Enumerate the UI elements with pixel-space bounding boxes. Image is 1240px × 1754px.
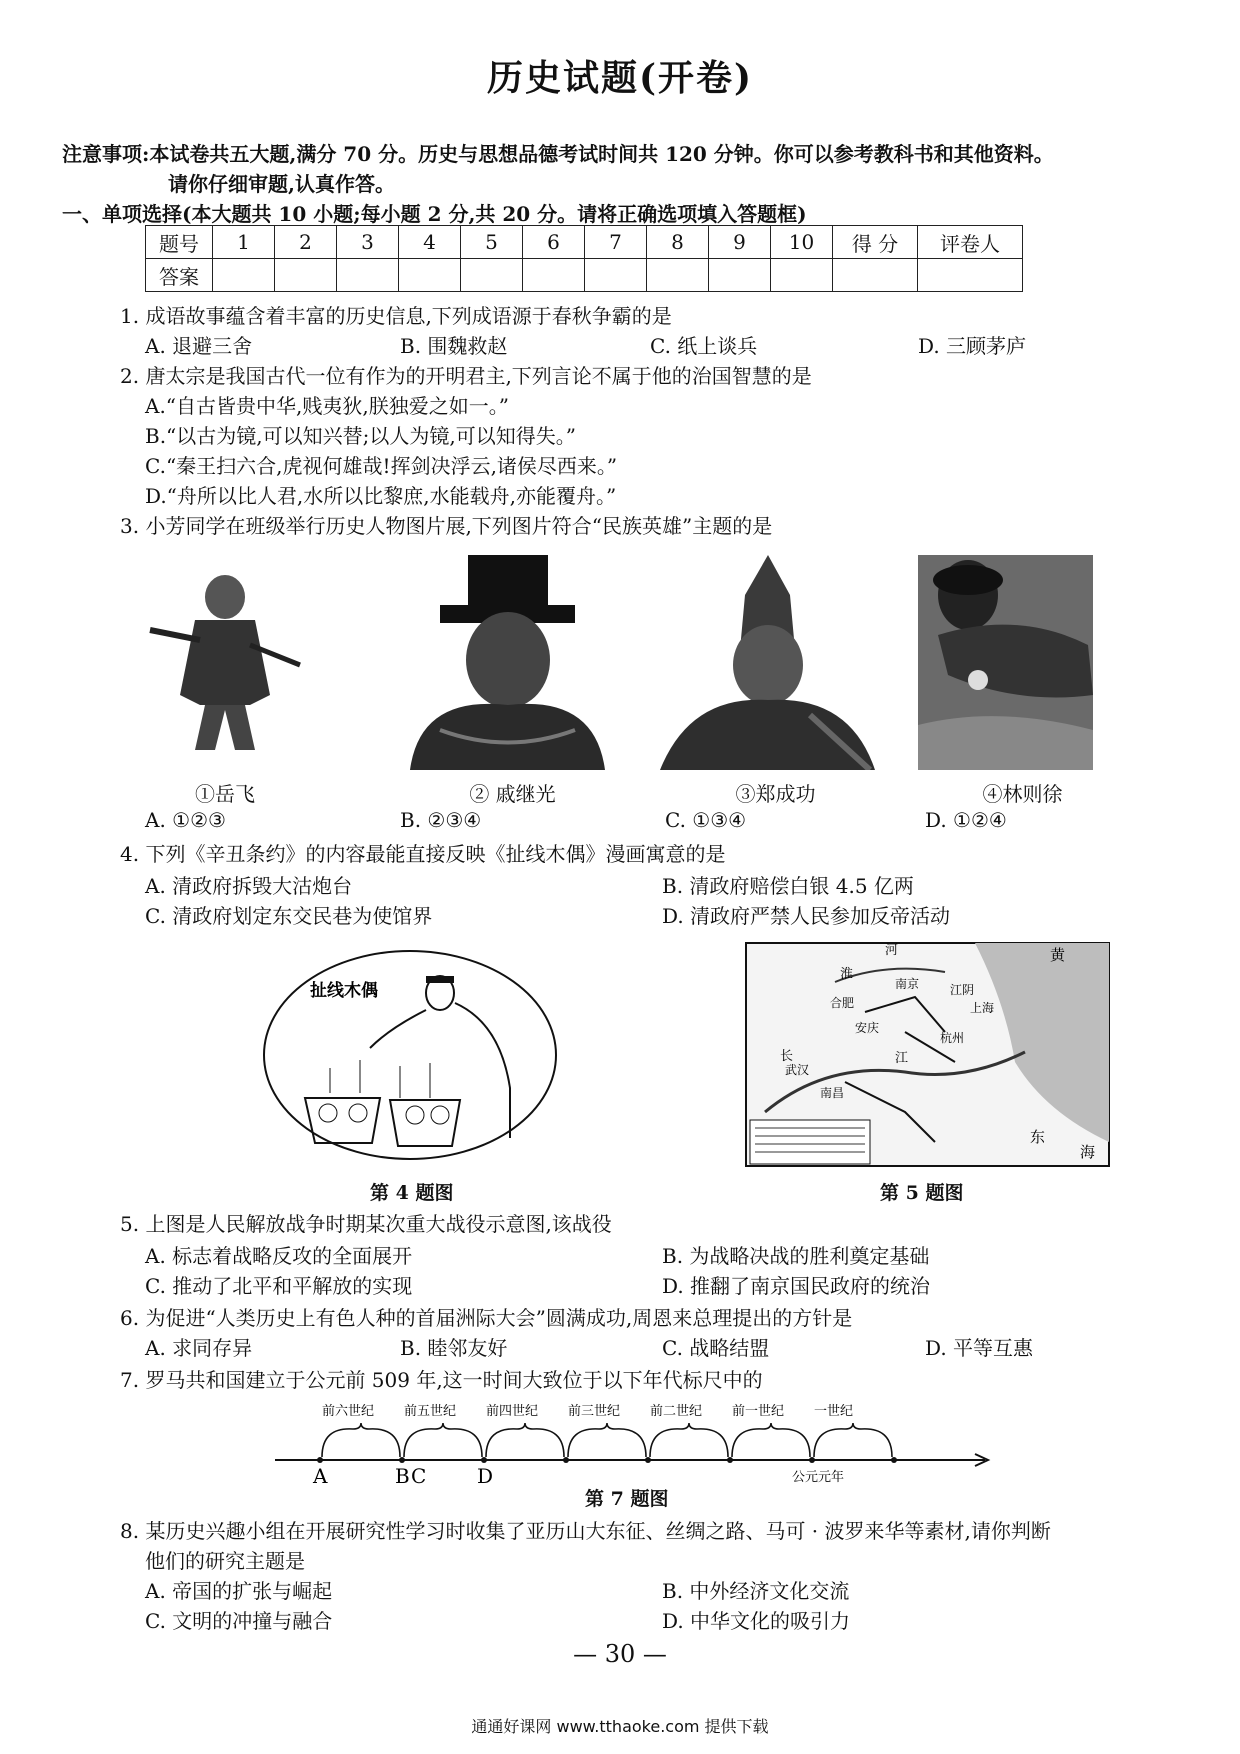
caption-yue-fei: ①岳飞: [195, 782, 255, 806]
century-label: 前四世纪: [486, 1404, 539, 1419]
q1-option-a[interactable]: A. 退避三舍: [145, 334, 253, 358]
q4-stem: 4. 下列《辛丑条约》的内容最能直接反映《扯线木偶》漫画寓意的是: [120, 842, 726, 866]
q2-stem: 2. 唐太宗是我国古代一位有作为的开明君主,下列言论不属于他的治国智慧的是: [120, 364, 812, 388]
table-cell: 10: [771, 226, 833, 259]
timeline-point-d[interactable]: D: [477, 1464, 494, 1485]
page-number: — 30 —: [573, 1640, 667, 1668]
q4-option-a[interactable]: A. 清政府拆毁大沽炮台: [145, 874, 353, 898]
q1-option-c[interactable]: C. 纸上谈兵: [650, 334, 758, 358]
portrait-lin-zexu: [918, 555, 1093, 770]
q8-option-d[interactable]: D. 中华文化的吸引力: [662, 1609, 851, 1633]
q8-option-b[interactable]: B. 中外经济文化交流: [662, 1579, 850, 1603]
fig5-caption: 第 5 题图: [880, 1182, 964, 1204]
timeline-tick: [399, 1457, 405, 1463]
map-label: 南京: [895, 977, 920, 991]
map-label: 河: [885, 943, 899, 958]
q5-stem: 5. 上图是人民解放战争时期某次重大战役示意图,该战役: [120, 1212, 612, 1236]
q6-option-b[interactable]: B. 睦邻友好: [400, 1336, 508, 1360]
answer-cell-6[interactable]: [523, 259, 585, 292]
table-cell: 3: [337, 226, 399, 259]
century-label: 前三世纪: [568, 1404, 621, 1419]
answer-cell-8[interactable]: [647, 259, 709, 292]
map-label: 东: [1030, 1128, 1046, 1146]
q8-stem-line-2: 他们的研究主题是: [145, 1549, 305, 1573]
answer-table: [145, 225, 1023, 292]
puppet-cartoon-label: 扯线木偶: [310, 981, 378, 1001]
century-brace: [404, 1423, 482, 1457]
q6-option-a[interactable]: A. 求同存异: [145, 1336, 253, 1360]
table-cell: 5: [461, 226, 523, 259]
map-label: 上海: [970, 1001, 995, 1015]
timeline-tick: [481, 1457, 487, 1463]
score-cell[interactable]: [833, 259, 918, 292]
q3-option-c[interactable]: C. ①③④: [665, 808, 747, 832]
map-label: 安庆: [855, 1021, 880, 1035]
century-brace: [732, 1423, 810, 1457]
century-label: 前五世纪: [404, 1404, 457, 1419]
q2-option-b[interactable]: B.“以古为镜,可以知兴替;以人为镜,可以知得失。”: [145, 424, 576, 448]
portrait-qi-jiguang: [400, 555, 615, 770]
answer-cell-4[interactable]: [399, 259, 461, 292]
q8-option-c[interactable]: C. 文明的冲撞与融合: [145, 1609, 333, 1633]
timeline-point-b[interactable]: B: [395, 1464, 410, 1485]
table-cell: 评卷人: [918, 226, 1023, 259]
table-cell: 得 分: [833, 226, 918, 259]
footer-credit: 通通好课网 www.tthaoke.com 提供下载: [471, 1717, 769, 1736]
map-label: 杭州: [940, 1031, 965, 1045]
portrait-yue-fei: [140, 555, 310, 760]
q8-option-a[interactable]: A. 帝国的扩张与崛起: [145, 1579, 333, 1603]
q5-option-a[interactable]: A. 标志着战略反攻的全面展开: [145, 1244, 413, 1268]
answer-cell-7[interactable]: [585, 259, 647, 292]
century-brace: [568, 1423, 646, 1457]
table-cell: 4: [399, 226, 461, 259]
map-label: 长: [780, 1049, 794, 1064]
timeline-tick: [317, 1457, 323, 1463]
timeline-tick: [645, 1457, 651, 1463]
q6-option-c[interactable]: C. 战略结盟: [662, 1336, 770, 1360]
caption-lin-zexu: ④林则徐: [982, 782, 1063, 806]
q2-option-c[interactable]: C.“秦王扫六合,虎视何雄哉!挥剑决浮云,诸侯尽西来。”: [145, 454, 618, 478]
table-cell: 题号: [146, 226, 213, 259]
century-label: 一世纪: [814, 1404, 854, 1419]
grader-cell[interactable]: [918, 259, 1023, 292]
answer-table-header-row: [146, 226, 1023, 259]
caption-zheng-chenggong: ③郑成功: [735, 782, 816, 806]
notice-line-2: 请你仔细审题,认真作答。: [168, 172, 395, 196]
map-label: 海: [1080, 1143, 1096, 1161]
q3-stem: 3. 小芳同学在班级举行历史人物图片展,下列图片符合“民族英雄”主题的是: [120, 514, 773, 538]
q5-option-b[interactable]: B. 为战略决战的胜利奠定基础: [662, 1244, 930, 1268]
answer-cell-1[interactable]: [213, 259, 275, 292]
map-label: 武汉: [785, 1063, 810, 1077]
table-cell: 6: [523, 226, 585, 259]
fig4-caption: 第 4 题图: [370, 1182, 454, 1204]
century-label: 前一世纪: [732, 1404, 785, 1419]
q3-option-a[interactable]: A. ①②③: [145, 808, 226, 832]
q2-option-d[interactable]: D.“舟所以比人君,水所以比黎庶,水能载舟,亦能覆舟。”: [145, 484, 617, 508]
q6-option-d[interactable]: D. 平等互惠: [925, 1336, 1034, 1360]
century-brace: [322, 1423, 400, 1457]
table-cell: 9: [709, 226, 771, 259]
map-label: 江: [895, 1051, 909, 1066]
q8-stem-line-1: 8. 某历史兴趣小组在开展研究性学习时收集了亚历山大东征、丝绸之路、马可 · 波罗来华等素材,请你判断: [120, 1519, 1051, 1543]
answer-cell-9[interactable]: [709, 259, 771, 292]
battle-map: [745, 942, 1110, 1167]
map-label: 合肥: [830, 996, 855, 1010]
map-label: 淮: [840, 967, 854, 982]
q1-option-b[interactable]: B. 围魏救赵: [400, 334, 508, 358]
timeline-point-c[interactable]: C: [411, 1464, 427, 1485]
century-label: 前二世纪: [650, 1404, 703, 1419]
caption-qi-jiguang: ② 戚继光: [469, 782, 556, 806]
timeline-point-a[interactable]: A: [313, 1464, 328, 1485]
timeline-tick: [727, 1457, 733, 1463]
q4-option-c[interactable]: C. 清政府划定东交民巷为使馆界: [145, 904, 433, 928]
q2-option-a[interactable]: A.“自古皆贵中华,贱夷狄,朕独爱之如一。”: [145, 394, 509, 418]
q5-option-c[interactable]: C. 推动了北平和平解放的实现: [145, 1274, 413, 1298]
epoch-label: 公元元年: [792, 1470, 845, 1485]
timeline-tick: [809, 1457, 815, 1463]
puppet-cartoon: [260, 948, 560, 1163]
q1-option-d[interactable]: D. 三顾茅庐: [918, 334, 1027, 358]
century-brace: [650, 1423, 728, 1457]
fig7-caption: 第 7 题图: [585, 1488, 669, 1510]
page-title: 历史试题(开卷): [486, 57, 754, 99]
q5-option-d[interactable]: D. 推翻了南京国民政府的统治: [662, 1274, 931, 1298]
century-brace: [486, 1423, 564, 1457]
answer-cell-2[interactable]: [275, 259, 337, 292]
century-brace: [814, 1423, 892, 1457]
table-cell: 2: [275, 226, 337, 259]
table-cell: 8: [647, 226, 709, 259]
map-label: 江阴: [950, 983, 975, 997]
answer-cell-3[interactable]: [337, 259, 399, 292]
table-cell: 7: [585, 226, 647, 259]
answer-cell-10[interactable]: [771, 259, 833, 292]
map-label: 南昌: [820, 1086, 845, 1100]
q4-option-b[interactable]: B. 清政府赔偿白银 4.5 亿两: [662, 874, 914, 898]
answer-cell-5[interactable]: [461, 259, 523, 292]
timeline-diagram: [270, 1395, 1000, 1485]
table-cell: 1: [213, 226, 275, 259]
answer-table-answer-row: [146, 259, 1023, 292]
q3-option-b[interactable]: B. ②③④: [400, 808, 482, 832]
century-label: 前六世纪: [322, 1404, 375, 1419]
portrait-zheng-chenggong: [660, 555, 875, 770]
q3-option-d[interactable]: D. ①②④: [925, 808, 1007, 832]
map-label: 黄: [1050, 946, 1066, 964]
timeline-tick: [563, 1457, 569, 1463]
section-heading: 一、单项选择(本大题共 10 小题;每小题 2 分,共 20 分。请将正确选项填入答题框): [62, 202, 807, 226]
timeline-tick: [891, 1457, 897, 1463]
notice-line-1: 注意事项:本试卷共五大题,满分 70 分。历史与思想品德考试时间共 120 分钟。你可以参考教科书和其他资料。: [62, 142, 1054, 166]
table-cell: 答案: [146, 259, 213, 292]
q4-option-d[interactable]: D. 清政府严禁人民参加反帝活动: [662, 904, 951, 928]
q7-stem: 7. 罗马共和国建立于公元前 509 年,这一时间大致位于以下年代标尺中的: [120, 1368, 763, 1392]
q1-stem: 1. 成语故事蕴含着丰富的历史信息,下列成语源于春秋争霸的是: [120, 304, 672, 328]
q6-stem: 6. 为促进“人类历史上有色人种的首届洲际大会”圆满成功,周恩来总理提出的方针是: [120, 1306, 853, 1330]
